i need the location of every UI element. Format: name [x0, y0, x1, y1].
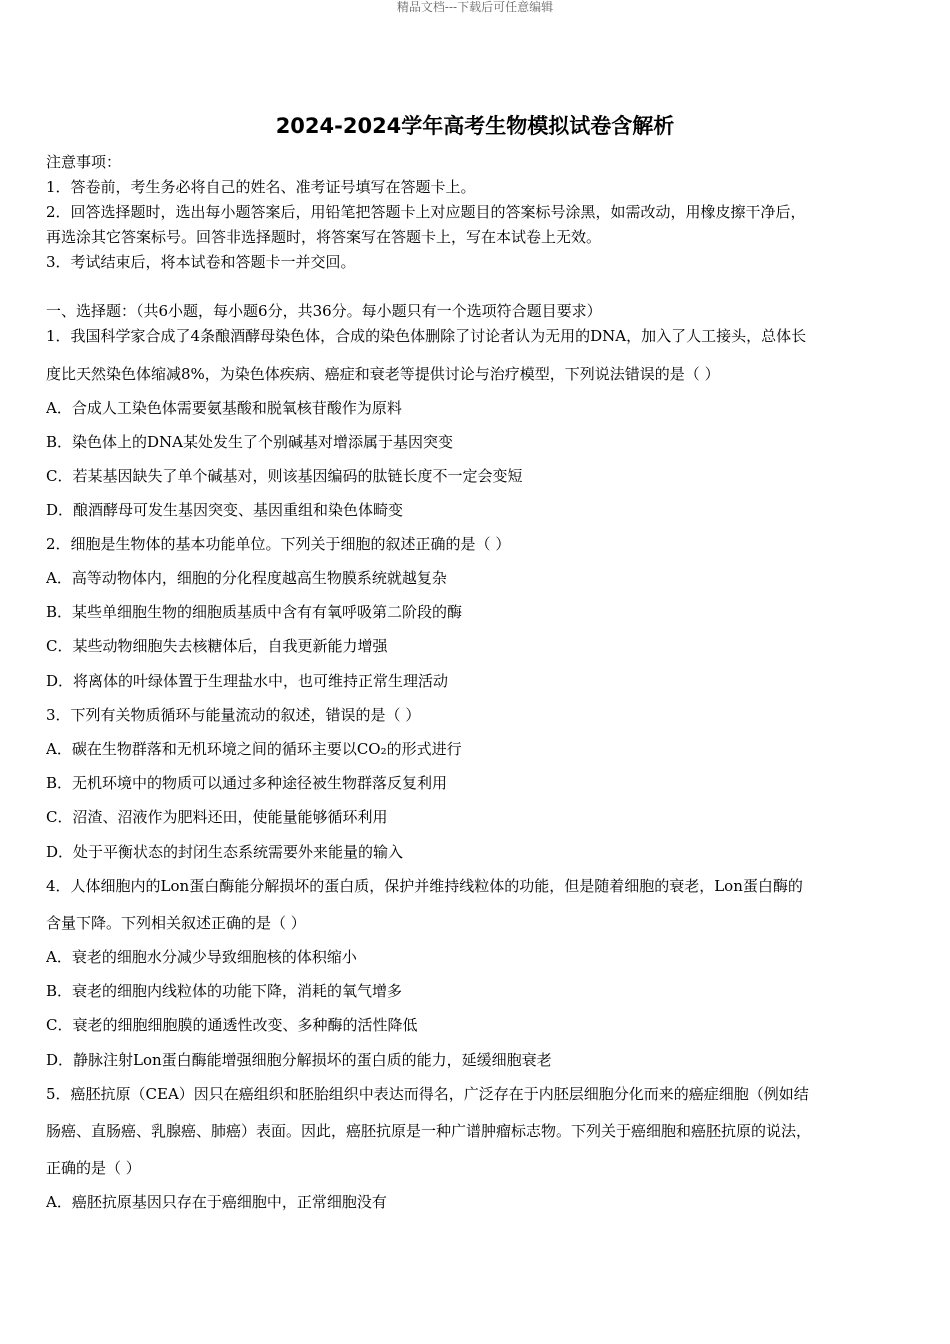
header-watermark-note: 精品文档---下载后可任意编辑 [396, 0, 554, 14]
question-3-option-c: C．沼渣、沼液作为肥料还田，使能量能够循环利用 [46, 808, 388, 826]
question-1-option-a: A．合成人工染色体需要氨基酸和脱氧核苷酸作为原料 [46, 399, 402, 417]
question-2-option-b: B．某些单细胞生物的细胞质基质中含有有氧呼吸第二阶段的酶 [46, 603, 463, 621]
question-5-stem: 正确的是（ ） [46, 1159, 141, 1177]
question-1-stem: 度比天然染色体缩减8%，为染色体疾病、癌症和衰老等提供讨论与治疗模型，下列说法错误的是（ ） [46, 365, 720, 383]
question-4-option-d: D．静脉注射Lon蛋白酶能增强细胞分解损坏的蛋白质的能力，延缓细胞衰老 [46, 1051, 552, 1069]
question-4-option-b: B．衰老的细胞内线粒体的功能下降，消耗的氧气增多 [46, 982, 403, 1000]
question-2-stem: 2．细胞是生物体的基本功能单位。下列关于细胞的叙述正确的是（ ） [46, 535, 511, 553]
notice-item: 1．答卷前，考生务必将自己的姓名、准考证号填写在答题卡上。 [46, 178, 476, 196]
notice-item: 3．考试结束后，将本试卷和答题卡一并交回。 [46, 253, 356, 271]
question-4-stem: 4．人体细胞内的Lon蛋白酶能分解损坏的蛋白质，保护并维持线粒体的功能，但是随着细胞的衰老，Lon蛋白酶的 [46, 877, 803, 895]
notice-heading: 注意事项： [46, 153, 122, 171]
question-4-option-c: C．衰老的细胞细胞膜的通透性改变、多种酶的活性降低 [46, 1016, 418, 1034]
question-2-option-a: A．高等动物体内，细胞的分化程度越高生物膜系统就越复杂 [46, 569, 447, 587]
section-heading: 一、选择题：（共6小题，每小题6分，共36分。每小题只有一个选项符合题目要求） [46, 302, 602, 320]
question-1-option-d: D．酿酒酵母可发生基因突变、基因重组和染色体畸变 [46, 501, 404, 519]
page-title: 2024-2024学年高考生物模拟试卷含解析 [275, 114, 675, 138]
question-3-option-d: D．处于平衡状态的封闭生态系统需要外来能量的输入 [46, 843, 404, 861]
question-1-option-c: C．若某基因缺失了单个碱基对，则该基因编码的肽链长度不一定会变短 [46, 467, 523, 485]
notice-item: 2．回答选择题时，选出每小题答案后，用铅笔把答题卡上对应题目的答案标号涂黑，如需改动，用橡皮擦干净后， [46, 203, 806, 221]
question-5-stem: 肠癌、直肠癌、乳腺癌、肺癌）表面。因此，癌胚抗原是一种广谱肿瘤标志物。下列关于癌细胞和癌胚抗原的说法， [46, 1122, 812, 1140]
question-4-option-a: A．衰老的细胞水分减少导致细胞核的体积缩小 [46, 948, 357, 966]
question-5-option-a: A．癌胚抗原基因只存在于癌细胞中，正常细胞没有 [46, 1193, 387, 1211]
notice-item: 再选涂其它答案标号。回答非选择题时，将答案写在答题卡上，写在本试卷上无效。 [46, 228, 602, 246]
question-2-option-d: D．将离体的叶绿体置于生理盐水中，也可维持正常生理活动 [46, 672, 449, 690]
question-1-stem: 1．我国科学家合成了4条酿酒酵母染色体，合成的染色体删除了讨论者认为无用的DNA，加入了人工接头，总体长 [46, 327, 807, 345]
question-1-option-b: B．染色体上的DNA某处发生了个别碱基对增添属于基因突变 [46, 433, 454, 451]
question-3-stem: 3．下列有关物质循环与能量流动的叙述，错误的是（ ） [46, 706, 421, 724]
question-3-option-a: A．碳在生物群落和无机环境之间的循环主要以CO₂的形式进行 [46, 740, 462, 758]
question-3-option-b: B．无机环境中的物质可以通过多种途径被生物群落反复利用 [46, 774, 448, 792]
question-2-option-c: C．某些动物细胞失去核糖体后，自我更新能力增强 [46, 637, 388, 655]
question-4-stem: 含量下降。下列相关叙述正确的是（ ） [46, 914, 306, 932]
question-5-stem: 5．癌胚抗原（CEA）因只在癌组织和胚胎组织中表达而得名，广泛存在于内胚层细胞分化而来的癌症细胞（例如结 [46, 1085, 809, 1103]
